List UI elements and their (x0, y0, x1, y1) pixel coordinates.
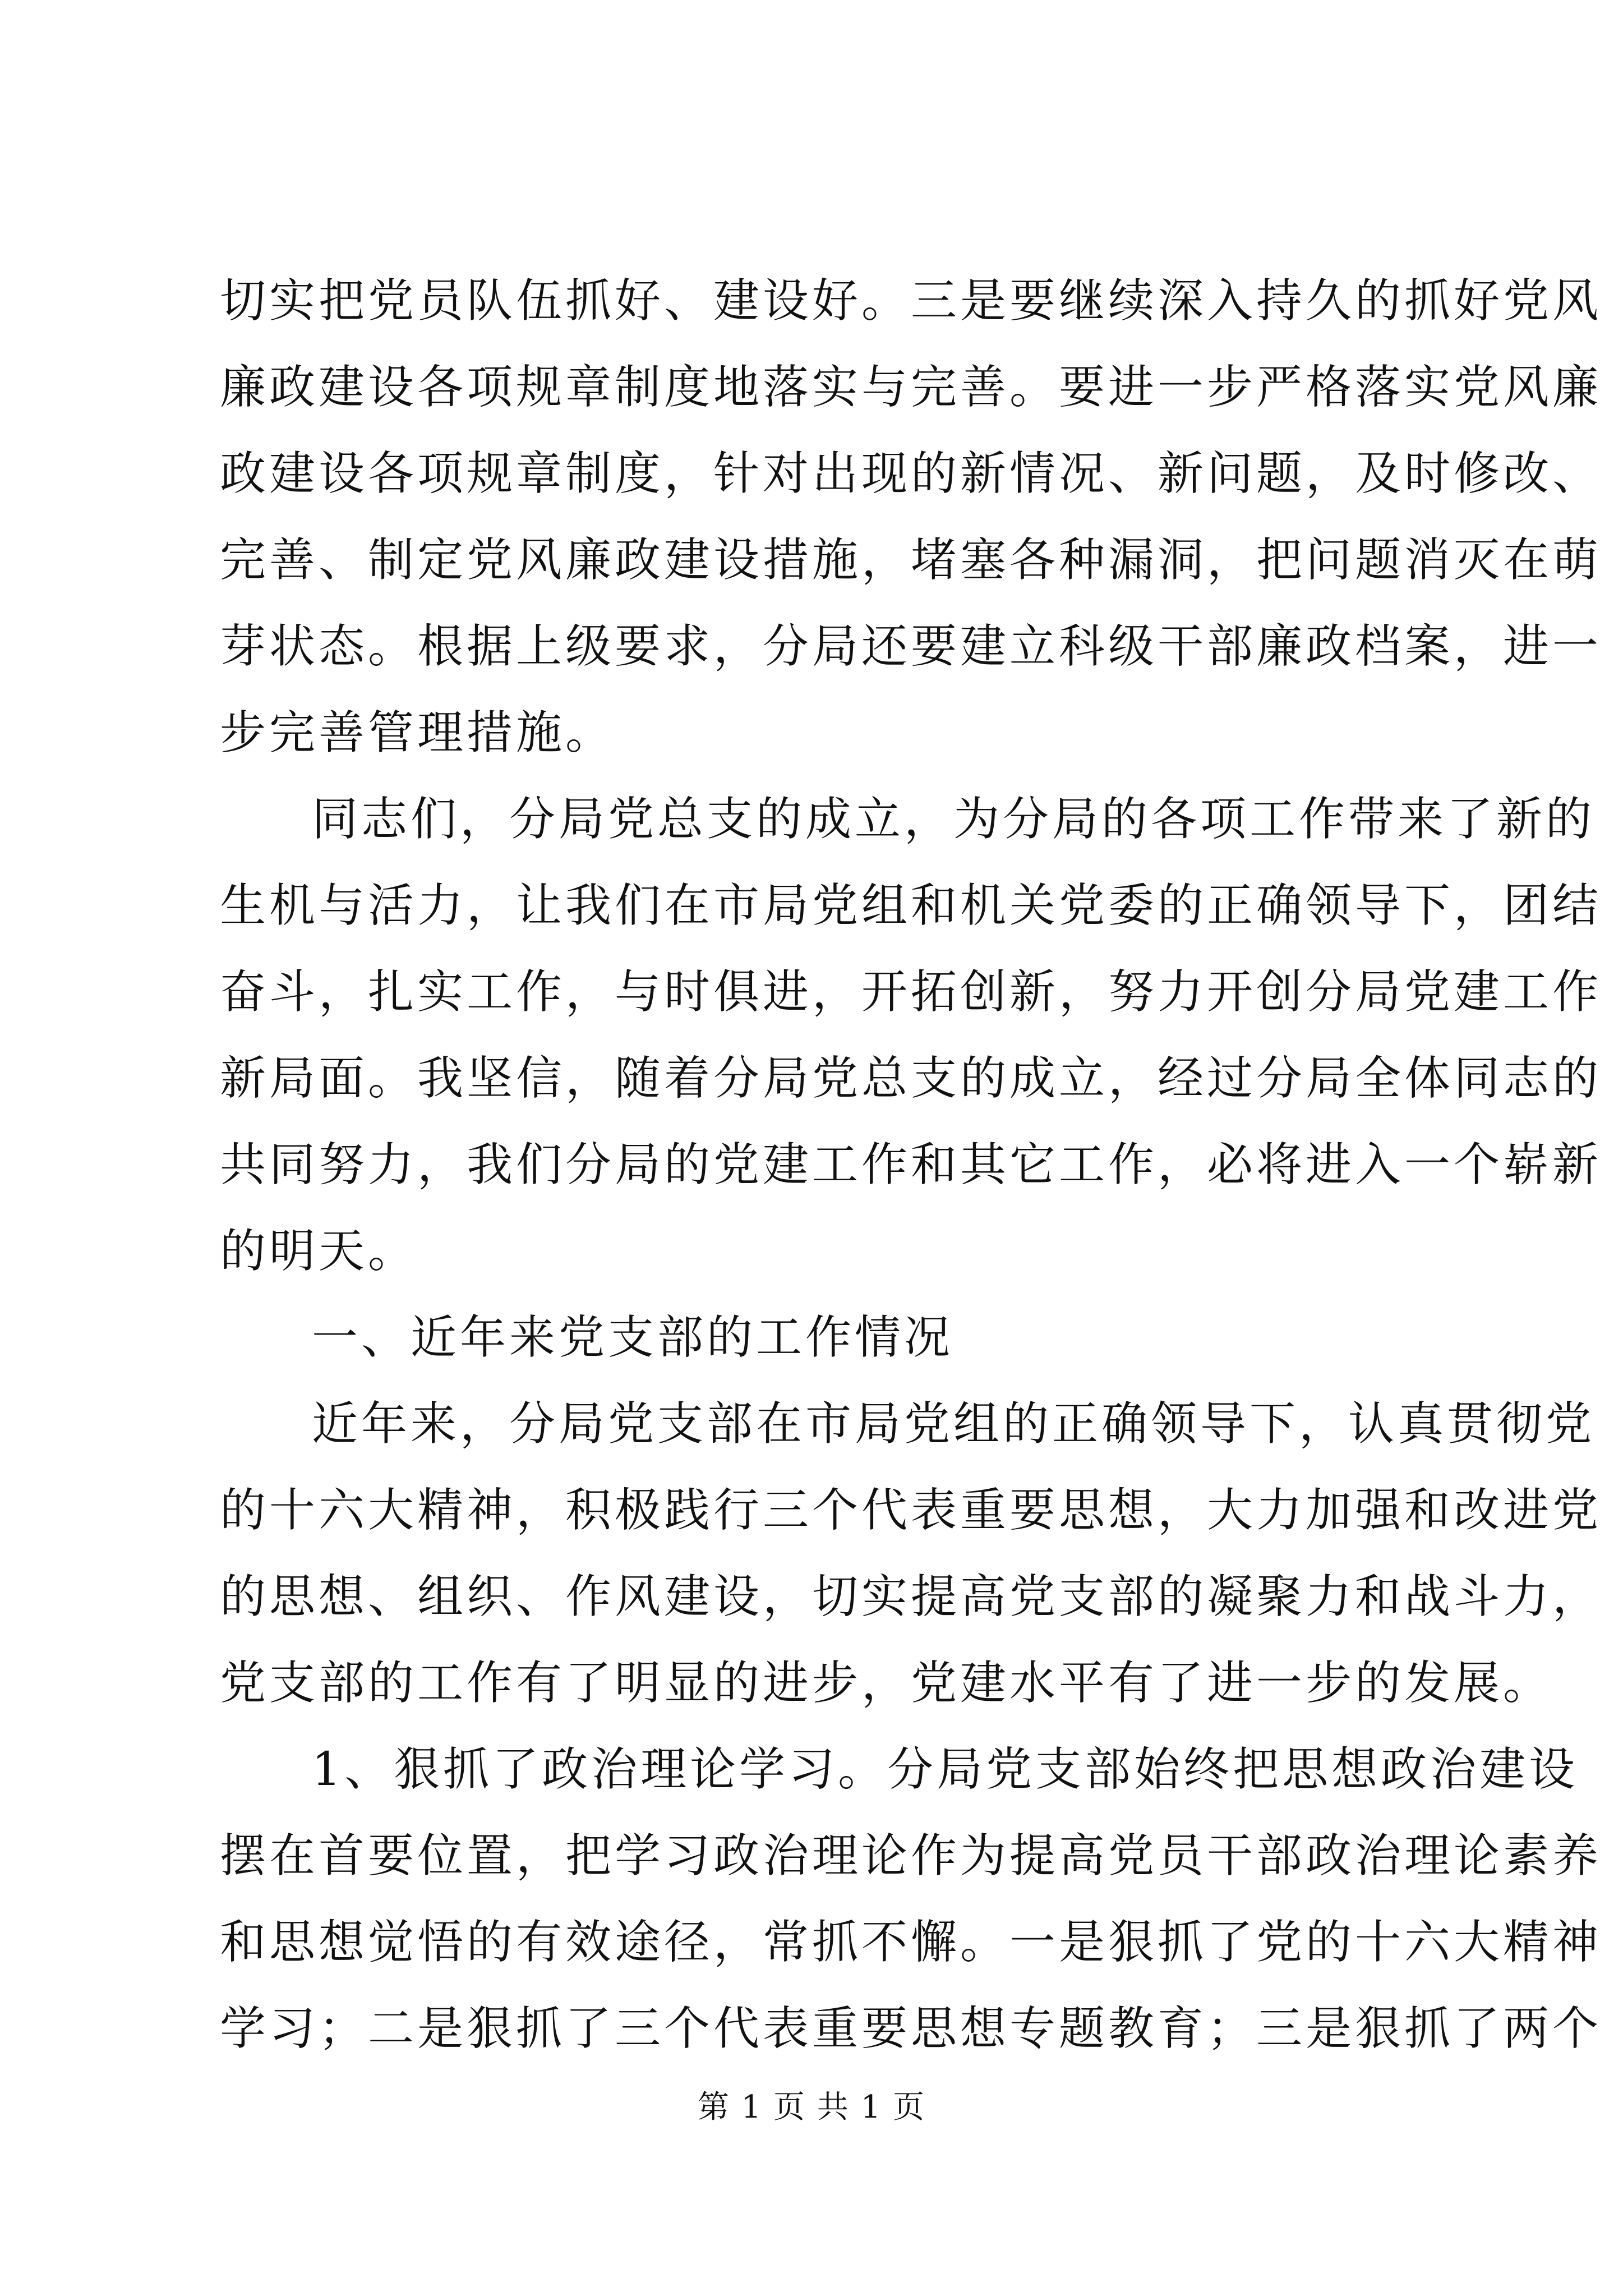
text-line: 摆在首要位置，把学习政治理论作为提高党员干部政治理论素养 (220, 1829, 1602, 1883)
text-line: 的明天。 (220, 1225, 418, 1278)
text-line: 学习；二是狠抓了三个代表重要思想专题教育；三是狠抓了两个 (220, 2002, 1602, 2055)
text-line: 廉政建设各项规章制度地落实与完善。要进一步严格落实党风廉 (220, 361, 1602, 414)
text-line: 的十六大精神，积极践行三个代表重要思想，大力加强和改进党 (220, 1484, 1602, 1537)
text-line: 切实把党员队伍抓好、建设好。三是要继续深入持久的抓好党风 (220, 274, 1602, 328)
body-text (220, 258, 1602, 2072)
text-line: 党支部的工作有了明显的进步，党建水平有了进一步的发展。 (220, 1657, 1553, 1710)
text-line: 奋斗，扎实工作，与时俱进，开拓创新，努力开创分局党建工作 (220, 965, 1602, 1019)
text-line: 共同努力，我们分局的党建工作和其它工作，必将进入一个崭新 (220, 1138, 1602, 1191)
text-line: 和思想觉悟的有效途径，常抓不懈。一是狠抓了党的十六大精神 (220, 1916, 1602, 1969)
page-footer: 第 1 页 共 1 页 (697, 2089, 926, 2125)
text-line: 近年来，分局党支部在市局党组的正确领导下，认真贯彻党 (312, 1397, 1596, 1451)
text-line: 政建设各项规章制度，针对出现的新情况、新问题，及时修改、 (220, 447, 1602, 500)
text-line: 步完善管理措施。 (220, 706, 615, 760)
text-line: 的思想、组织、作风建设，切实提高党支部的凝聚力和战斗力， (220, 1570, 1602, 1623)
text-line: 芽状态。根据上级要求，分局还要建立科级干部廉政档案，进一 (220, 620, 1602, 673)
text-line: 生机与活力，让我们在市局党组和机关党委的正确领导下，团结 (220, 879, 1602, 932)
text-line: 1、狠抓了政治理论学习。分局党支部始终把思想政治建设 (312, 1743, 1579, 1796)
text-line: 一、近年来党支部的工作情况 (312, 1311, 954, 1364)
text-line: 新局面。我坚信，随着分局党总支的成立，经过分局全体同志的 (220, 1052, 1602, 1105)
text-line: 完善、制定党风廉政建设措施，堵塞各种漏洞，把问题消灭在萌 (220, 533, 1602, 587)
text-line: 同志们，分局党总支的成立，为分局的各项工作带来了新的 (312, 793, 1596, 846)
